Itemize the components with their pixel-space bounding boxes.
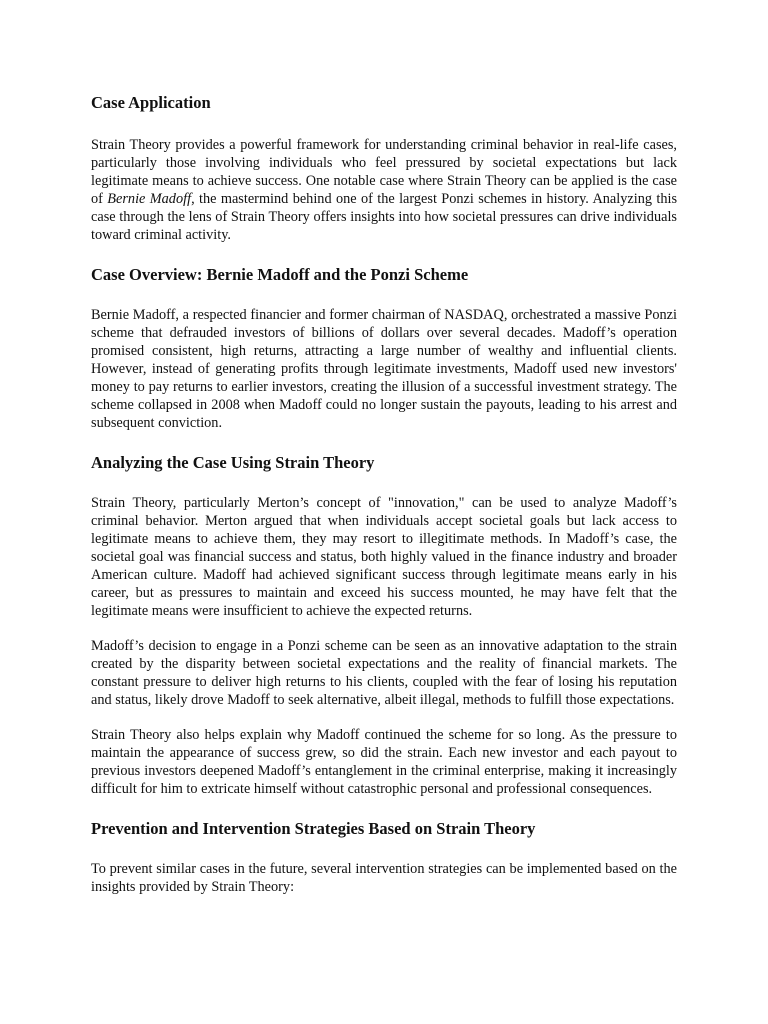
paragraph-text: , the mastermind behind one of the largest Ponzi schemes in history. Analyzing this case through the lens of Strain Theory offers insights into how societal pressures can drive individuals toward criminal activity. [91,191,678,243]
paragraph-case-application-intro [91,136,677,244]
emphasized-name: Bernie Madoff [107,191,192,207]
paragraph-text: Strain Theory provides a powerful framework for understanding criminal behavior in real-life cases, particularly those involving individuals who feel pressured by societal expectations but lack legitimate means to achieve success. One notable case where Strain Theory can be applied is the case of [91,137,677,207]
paragraph-prevention-intro: To prevent similar cases in the future, several intervention strategies can be implemented based on the insights provided by Strain Theory: [91,861,677,895]
paragraph-analyzing-2: Madoff’s decision to engage in a Ponzi scheme can be seen as an innovative adaptation to the strain created by the disparity between societal expectations and the reality of financial markets. The constant pressure to deliver high returns to his clients, coupled with the fear of losing his reputation and status, likely drove Madoff to seek alternative, albeit illegal, methods to fulfill those expectations. [91,638,677,708]
paragraph-analyzing-1: Strain Theory, particularly Merton’s concept of "innovation," can be used to analyze Madoff’s criminal behavior. Merton argued that when individuals accept societal goals but lack access to legitimate means to achieve them, they may resort to illegitimate methods. In Madoff’s case, the societal goal was financial success and status, both highly valued in the finance industry and broader American culture. Madoff had achieved significant success through legitimate means early in his career, but as pressures to maintain and exceed his success mounted, he may have felt that the legitimate means were insufficient to achieve the expected returns. [91,495,677,619]
paragraph-analyzing-3: Strain Theory also helps explain why Madoff continued the scheme for so long. As the pressure to maintain the appearance of success grew, so did the strain. Each new investor and each payout to previous investors deepened Madoff’s entanglement in the criminal enterprise, making it increasingly difficult for him to extricate himself without catastrophic personal and professional consequences. [91,727,677,797]
section-heading-prevention: Prevention and Intervention Strategies Based on Strain Theory [91,819,536,838]
section-heading-case-application: Case Application [91,93,211,112]
section-heading-case-overview: Case Overview: Bernie Madoff and the Ponzi Scheme [91,265,469,284]
document-body [91,90,677,896]
paragraph-case-overview: Bernie Madoff, a respected financier and former chairman of NASDAQ, orchestrated a massive Ponzi scheme that defrauded investors of billions of dollars over several decades. Madoff’s operation promised consistent, high returns, attracting a large number of wealthy and influential clients. However, instead of generating profits through legitimate investments, Madoff used new investors' money to pay returns to earlier investors, creating the illusion of a successful investment strategy. The scheme collapsed in 2008 when Madoff could no longer sustain the payouts, leading to his arrest and subsequent conviction. [91,307,677,431]
section-heading-analyzing: Analyzing the Case Using Strain Theory [91,453,375,472]
